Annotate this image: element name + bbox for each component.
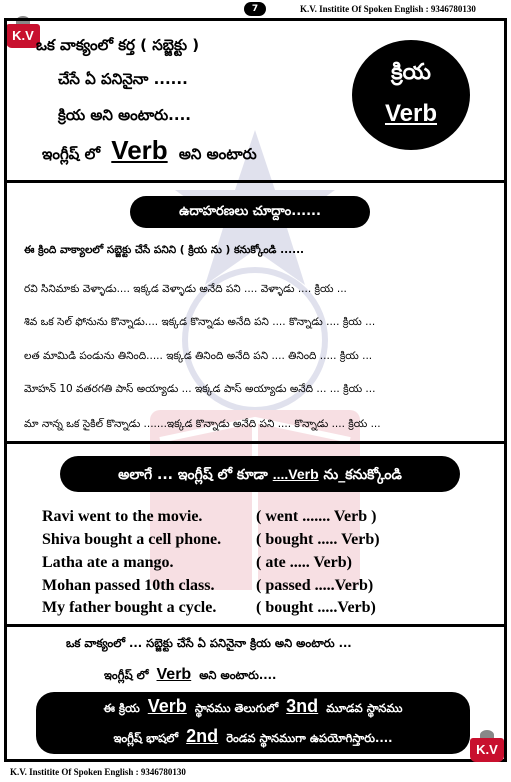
english-sentence: Mohan passed 10th class. [42,577,215,594]
bottom-l1-suffix: మూడవ స్థానము [326,701,403,715]
section-divider-3 [7,624,504,627]
summary-line-1: ఒక వాక్యంలో ... సబ్జెక్టు చేసే ఏ పనినైనా క్రియ అని అంటారు ... [66,636,352,650]
header-institute: K.V. Institite Of Spoken English : 9346780130 [300,4,476,14]
intro-line-4 [42,135,257,167]
bottom-l1-mid: స్థానము తెలుగులో [194,701,279,715]
examples-title: ఉదాహరణలు చూద్దాం...... [130,196,370,228]
example-line-1: రవి సినిమాకు వెళ్ళాడు.... ఇక్కడ వెళ్ళాడు అనేది పని .... వెళ్ళాడు .... క్రియ ... [24,283,347,295]
summary-verb-word: Verb [156,666,192,683]
english-example-3 [42,554,352,572]
english-title-suffix: ను_కనుక్కోండి [323,467,402,483]
english-answer: ( went ....... Verb ) [256,508,377,525]
example-line-2: శివ ఒక సెల్ ఫోనును కొన్నాడు.... ఇక్కడ కొన్నాడు అనేది పని .... కొన్నాడు .... క్రియ ... [24,316,376,328]
bottom-line-1 [36,696,470,718]
section-divider-2 [7,441,504,444]
english-example-2 [42,531,380,549]
intro-line-2: చేసే ఏ పనినైనా ...... [58,70,188,88]
english-sentence: Ravi went to the movie. [42,508,203,525]
bottom-l1-verb: Verb [147,696,187,716]
section-divider-1 [7,180,504,183]
oval-telugu-word: క్రియ [391,60,431,85]
english-answer: ( bought .....Verb) [256,599,376,616]
bottom-l1-num: 3nd [286,696,319,716]
bottom-line-2 [36,726,470,748]
english-example-1 [42,508,377,526]
page-number: 7 [244,2,266,16]
intro-line-1: ఒక వాక్యంలో కర్త ( సబ్జెక్టు ) [36,36,200,54]
bottom-l2-prefix: ఇంగ్లీష్ భాషలో [113,731,179,745]
summary-line-2-suffix: అని అంటారు.... [199,668,277,682]
summary-line-2-prefix: ఇంగ్లీష్ లో [104,668,149,682]
example-line-0: ఈ క్రింది వాక్యాలలో సబ్జెక్టు చేసే పనిని ( క్రియ ను ) కనుక్కోండి ...... [24,244,305,256]
english-answer: ( passed .....Verb) [256,577,374,594]
english-example-5 [42,599,376,617]
kv-logo-bottom [470,730,504,766]
intro-line-4-prefix: ఇంగ్లీష్ లో [42,145,101,163]
english-sentence: Latha ate a mango. [42,554,174,571]
english-answer: ( ate ..... Verb) [256,554,352,571]
intro-line-4-suffix: అని అంటారు [178,145,257,163]
intro-verb-word: Verb [111,135,168,165]
intro-line-3: క్రియ అని అంటారు.... [58,106,191,124]
english-title-verb: ....Verb [272,466,319,482]
verb-oval [352,40,470,150]
oval-english-word: Verb [384,100,438,127]
example-line-3: లత మామిడి పండును తినింది..... ఇక్కడ తినింది అనేది పని .... తినింది ..... క్రియ ... [24,350,373,362]
bottom-l2-num: 2nd [186,726,219,746]
logo-text: K.V [6,24,40,48]
example-line-4: మోహన్ 10 వతరగతి పాస్ అయ్యాడు ... ఇక్కడ పాస్ అయ్యాడు అనేది ... ... క్రియ ... [24,383,376,395]
english-title-prefix: అలాగే ... ఇంగ్లీష్ లో కూడా [118,467,268,483]
english-sentence: My father bought a cycle. [42,599,217,616]
bottom-box [36,692,470,754]
page-header [0,0,511,20]
summary-line-2 [104,666,276,685]
english-sentence: Shiva bought a cell phone. [42,531,222,548]
english-answer: ( bought ..... Verb) [256,531,380,548]
english-title [60,456,460,492]
bottom-l2-suffix: రెండవ స్థానముగా ఉపయోగిస్తారు.... [226,731,393,745]
logo-text: K.V [470,738,504,762]
example-line-5: మా నాన్న ఒక సైకిల్ కొన్నాడు .......ఇక్కడ కొన్నాడు అనేది పని .... కొన్నాడు .... క్రియ ... [24,418,381,430]
bottom-l1-prefix: ఈ క్రియ [103,701,140,715]
english-example-4 [42,577,374,595]
footer-institute: K.V. Institite Of Spoken English : 9346780130 [10,767,186,777]
